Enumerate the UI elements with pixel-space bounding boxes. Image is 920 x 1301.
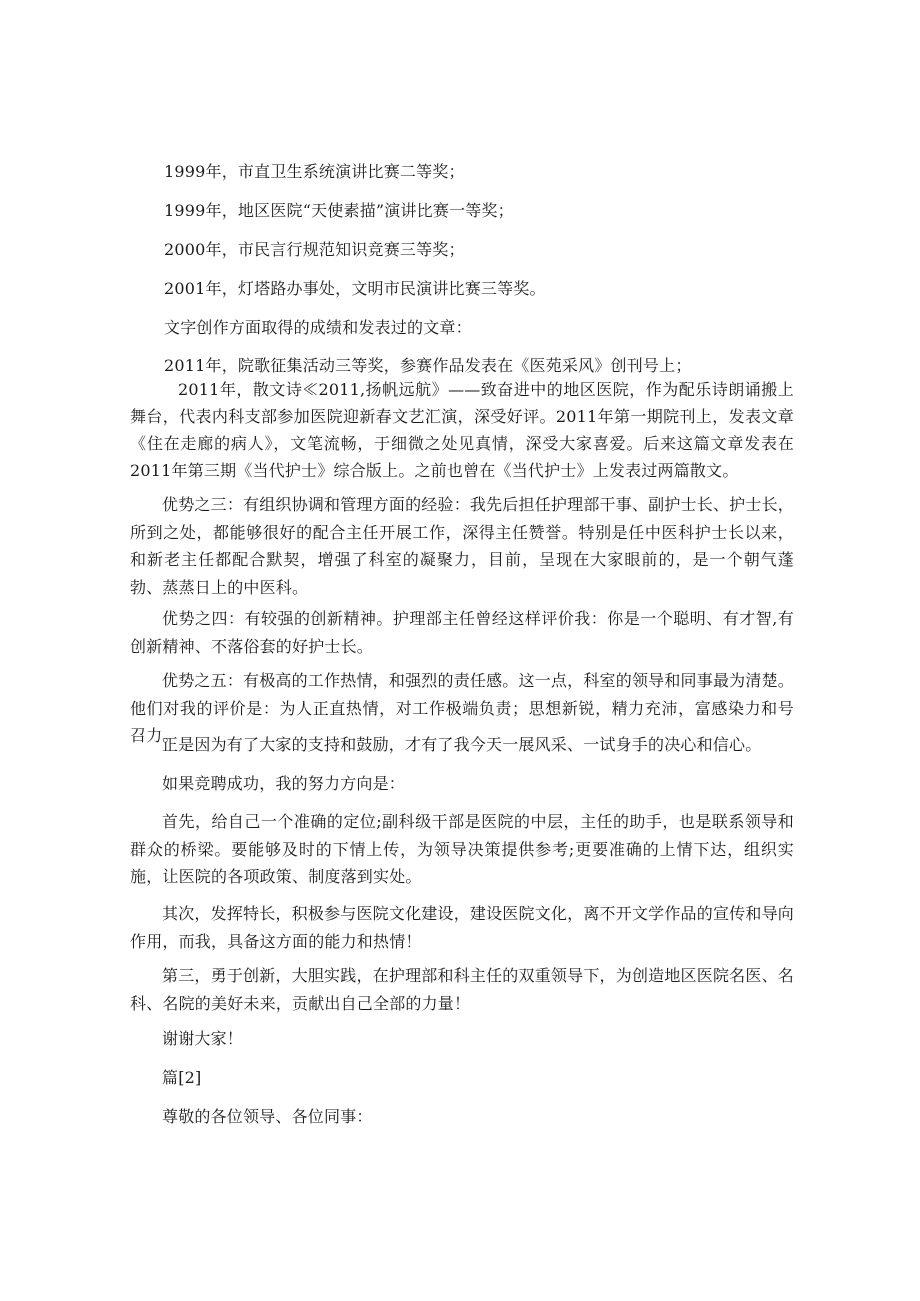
third-direction: 第三，勇于创新，大胆实践，在护理部和科主任的双重领导下，为创造地区医院名医、名科、名院的美好未来，贡献出自己全部的力量！ (130, 966, 794, 1013)
writing-item-2: 2011年，散文诗≪2011,扬帆远航》——致奋进中的地区医院，作为配乐诗朗诵搬上舞台，代表内科支部参加医院迎新春文艺汇演，深受好评。2011年第一期院刊上，发表文章《住在走廊的病人》，文笔流畅，于细微之处见真情，深受大家喜爱。后来这篇文章发表在2011年第三期《当代护士》综合版上。之前也曾在《当代护士》上发表过两篇散文。 (130, 380, 794, 480)
award-line-1: 1999年，市直卫生系统演讲比赛二等奖； (164, 162, 465, 181)
support-paragraph: 正是因为有了大家的支持和鼓励，才有了我今天一展风采、一试身手的决心和信心。 (162, 735, 762, 754)
thanks-line: 谢谢大家！ (162, 1029, 244, 1048)
award-line-2: 1999年，地区医院“天使素描”演讲比赛一等奖； (164, 201, 514, 220)
if-success-paragraph: 如果竞聘成功，我的努力方向是： (162, 774, 406, 793)
award-line-4: 2001年，灯塔路办事处，文明市民演讲比赛三等奖。 (164, 279, 546, 298)
advantage-4: 优势之四：有较强的创新精神。护理部主任曾经这样评价我：你是一个聪明、有才智,有创新精神、不落俗套的好护士长。 (130, 609, 794, 656)
advantage-3: 优势之三：有组织协调和管理方面的经验：我先后担任护理部干事、副护士长、护士长，所到之处，都能够很好的配合主任开展工作，深得主任赞誉。特别是任中医科护士长以来，和新老主任都配合默契，增强了科室的凝聚力，目前，呈现在大家眼前的，是一个朝气蓬勃、蒸蒸日上的中医科。 (130, 495, 794, 597)
second-direction: 其次，发挥特长，积极参与医院文化建设，建设医院文化，离不开文学作品的宣传和导向作用，而我，具备这方面的能力和热情！ (130, 904, 794, 951)
writing-item-1: 2011年，院歌征集活动三等奖，参赛作品发表在《医苑采风》创刊号上； (164, 356, 692, 375)
award-line-3: 2000年，市民言行规范知识竞赛三等奖； (164, 240, 465, 259)
advantage-5: 优势之五：有极高的工作热情，和强烈的责任感。这一点，科室的领导和同事最为清楚。他们对我的评价是：为人正直热情，对工作极端负责；思想新锐，精力充沛，富感染力和号召力。 (130, 671, 794, 745)
first-direction: 首先，给自己一个准确的定位;副科级干部是医院的中层，主任的助手，也是联系领导和群众的桥梁。要能够及时的下情上传，为领导决策提供参考;更要准确的上情下达，组织实施，让医院的各项政策、制度落到实处。 (130, 812, 794, 886)
writing-heading: 文字创作方面取得的成绩和发表过的文章： (164, 318, 472, 337)
section-label: 篇[2] (162, 1068, 202, 1087)
greeting-line: 尊敬的各位领导、各位同事： (162, 1107, 373, 1126)
